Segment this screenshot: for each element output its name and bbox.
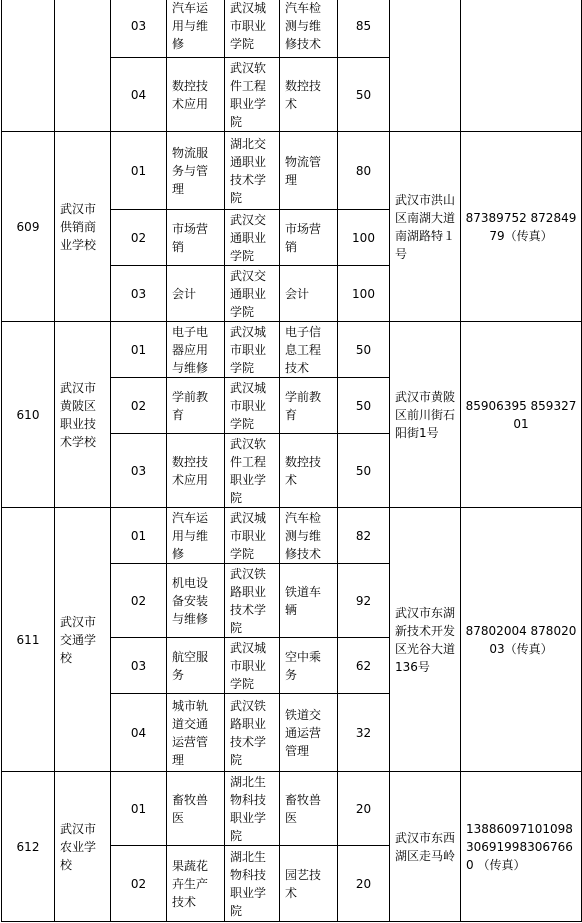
school-id-cell: 612 — [2, 772, 55, 922]
address-cell — [390, 0, 461, 132]
college-cell: 武汉城市职业学院 — [225, 322, 280, 378]
count-cell: 62 — [338, 638, 390, 694]
count-cell: 100 — [338, 210, 390, 266]
address-cell: 武汉市洪山区南湖大道南湖路特１号 — [390, 132, 461, 322]
count-cell: 50 — [338, 322, 390, 378]
seq-cell: 01 — [111, 508, 167, 564]
college-major-cell: 市场营销 — [280, 210, 338, 266]
table-row — [2, 772, 582, 846]
school-id-cell: 611 — [2, 508, 55, 772]
seq-cell: 03 — [111, 434, 167, 508]
address-cell: 武汉市东西湖区走马岭 — [390, 772, 461, 922]
count-cell: 92 — [338, 564, 390, 638]
seq-cell: 01 — [111, 322, 167, 378]
table-row — [2, 508, 582, 564]
major-cell: 果蔬花卉生产技术 — [167, 846, 225, 922]
college-cell: 武汉铁路职业技术学院 — [225, 694, 280, 772]
seq-cell: 04 — [111, 58, 167, 132]
college-major-cell: 数控技术 — [280, 434, 338, 508]
seq-cell: 02 — [111, 846, 167, 922]
count-cell: 50 — [338, 434, 390, 508]
seq-cell: 02 — [111, 210, 167, 266]
phone-cell: 85906395 85932701 — [461, 322, 582, 508]
seq-cell: 03 — [111, 638, 167, 694]
address-cell: 武汉市东湖新技术开发区光谷大道136号 — [390, 508, 461, 772]
major-cell: 物流服务与管理 — [167, 132, 225, 210]
college-major-cell: 畜牧兽医 — [280, 772, 338, 846]
school-name-cell — [55, 0, 111, 132]
count-cell: 50 — [338, 378, 390, 434]
seq-cell: 04 — [111, 694, 167, 772]
count-cell: 50 — [338, 58, 390, 132]
school-id-cell — [2, 0, 55, 132]
college-cell: 武汉交通职业学院 — [225, 210, 280, 266]
table-row — [2, 0, 582, 58]
phone-cell — [461, 0, 582, 132]
enrollment-table — [1, 0, 582, 922]
college-cell: 湖北生物科技职业学院 — [225, 846, 280, 922]
major-cell: 会计 — [167, 266, 225, 322]
college-cell: 武汉软件工程职业学院 — [225, 58, 280, 132]
seq-cell: 03 — [111, 266, 167, 322]
major-cell: 航空服务 — [167, 638, 225, 694]
college-cell: 武汉城市职业学院 — [225, 0, 280, 58]
college-cell: 武汉城市职业学院 — [225, 638, 280, 694]
major-cell: 数控技术应用 — [167, 58, 225, 132]
school-name-cell: 武汉市供销商业学校 — [55, 132, 111, 322]
college-major-cell: 铁道车辆 — [280, 564, 338, 638]
college-cell: 湖北交通职业技术学院 — [225, 132, 280, 210]
major-cell: 数控技术应用 — [167, 434, 225, 508]
college-major-cell: 汽车检测与维修技术 — [280, 508, 338, 564]
major-cell: 汽车运用与维修 — [167, 0, 225, 58]
count-cell: 32 — [338, 694, 390, 772]
college-major-cell: 园艺技术 — [280, 846, 338, 922]
school-name-cell: 武汉市交通学校 — [55, 508, 111, 772]
school-name-cell: 武汉市农业学校 — [55, 772, 111, 922]
college-cell: 武汉城市职业学院 — [225, 508, 280, 564]
college-major-cell: 会计 — [280, 266, 338, 322]
college-cell: 武汉铁路职业技术学院 — [225, 564, 280, 638]
college-cell: 武汉交通职业学院 — [225, 266, 280, 322]
seq-cell: 02 — [111, 564, 167, 638]
table-row — [2, 132, 582, 210]
seq-cell: 02 — [111, 378, 167, 434]
seq-cell: 03 — [111, 0, 167, 58]
major-cell: 学前教育 — [167, 378, 225, 434]
major-cell: 电子电器应用与维修 — [167, 322, 225, 378]
college-cell: 武汉城市职业学院 — [225, 378, 280, 434]
school-id-cell: 609 — [2, 132, 55, 322]
table-row — [2, 322, 582, 378]
major-cell: 机电设备安装与维修 — [167, 564, 225, 638]
seq-cell: 01 — [111, 772, 167, 846]
count-cell: 20 — [338, 846, 390, 922]
college-major-cell: 汽车检测与维修技术 — [280, 0, 338, 58]
count-cell: 82 — [338, 508, 390, 564]
phone-cell: 87389752 87284979（传真） — [461, 132, 582, 322]
school-id-cell: 610 — [2, 322, 55, 508]
college-major-cell: 电子信息工程技术 — [280, 322, 338, 378]
college-major-cell: 学前教育 — [280, 378, 338, 434]
college-major-cell: 数控技术 — [280, 58, 338, 132]
major-cell: 汽车运用与维修 — [167, 508, 225, 564]
college-major-cell: 物流管理 — [280, 132, 338, 210]
count-cell: 100 — [338, 266, 390, 322]
major-cell: 畜牧兽医 — [167, 772, 225, 846]
seq-cell: 01 — [111, 132, 167, 210]
college-cell: 武汉软件工程职业学院 — [225, 434, 280, 508]
major-cell: 市场营销 — [167, 210, 225, 266]
count-cell: 20 — [338, 772, 390, 846]
college-major-cell: 空中乘务 — [280, 638, 338, 694]
college-major-cell: 铁道交通运营管理 — [280, 694, 338, 772]
count-cell: 80 — [338, 132, 390, 210]
school-name-cell: 武汉市黄陂区职业技术学校 — [55, 322, 111, 508]
count-cell: 85 — [338, 0, 390, 58]
phone-cell: 87802004 87802003（传真） — [461, 508, 582, 772]
major-cell: 城市轨道交通运营管理 — [167, 694, 225, 772]
address-cell: 武汉市黄陂区前川街石阳街1号 — [390, 322, 461, 508]
phone-cell: 13886097101098306919983067660 （传真） — [461, 772, 582, 922]
college-cell: 湖北生物科技职业学院 — [225, 772, 280, 846]
